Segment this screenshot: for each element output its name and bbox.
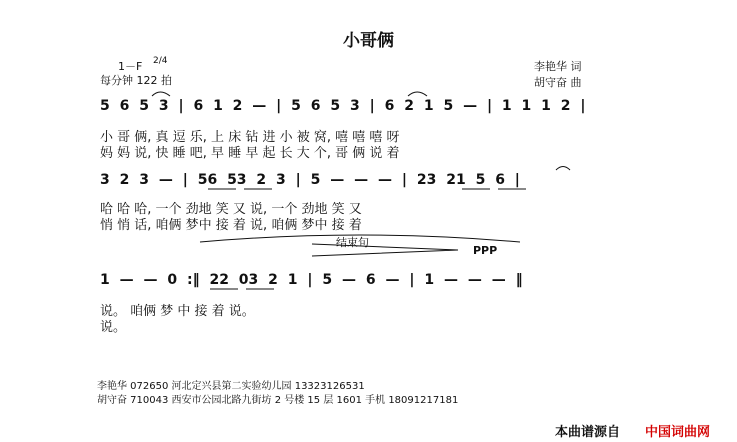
song-title: 小哥俩 xyxy=(343,31,394,51)
source-label: 本曲谱源自 xyxy=(555,425,621,440)
lyrics-system-3-verse-2: 说。 xyxy=(100,320,127,335)
notes-system-2: 3 2 3 — | 56 53 2 3 | 5 — — — | 23 21 5 6 | xyxy=(100,172,520,188)
phrase-arc xyxy=(200,235,520,242)
lyricist-contact: 李艳华 072650 河北定兴县第二实验幼儿园 13323126531 xyxy=(97,381,365,392)
composer-credit: 胡守奋 曲 xyxy=(534,76,582,89)
time-signature: 2/4 xyxy=(153,56,168,66)
notes-system-3: 1 — — 0 :‖ 22 03 2 1 | 5 — 6 — | 1 — — — ‖ xyxy=(100,272,523,288)
tempo-marking: 每分钟 122 拍 xyxy=(100,74,172,87)
source-site-link[interactable]: 中国词曲网 xyxy=(645,425,711,440)
lyrics-system-1-verse-2: 妈 妈 说, 快 睡 吧, 早 睡 早 起 长 大 个, 哥 俩 说 着 xyxy=(100,146,400,161)
ending-phrase-label: 结束句 xyxy=(336,236,369,249)
lyrics-system-2-verse-1: 哈 哈 哈, 一个 劲地 笑 又 说, 一个 劲地 笑 又 xyxy=(100,202,362,217)
lyrics-system-3-verse-1: 说。 咱俩 梦 中 接 着 说。 xyxy=(100,304,255,319)
lyrics-system-2-verse-2: 悄 悄 话, 咱俩 梦中 接 着 说, 咱俩 梦中 接 着 xyxy=(100,218,362,233)
key-signature: 1－F xyxy=(118,60,143,73)
notes-system-1: 5 6 5 3 | 6 1 2 — | 5 6 5 3 | 6 2 1 5 — | 1 1 1 2 | xyxy=(100,98,586,114)
composer-contact: 胡守奋 710043 西安市公园北路九街坊 2 号楼 15 层 1601 手机 18091217181 xyxy=(97,395,459,406)
slur-mark xyxy=(556,167,570,171)
lyricist-credit: 李艳华 词 xyxy=(534,60,582,73)
slur-mark xyxy=(408,92,427,96)
slur-mark xyxy=(152,92,170,96)
decrescendo-hairpin xyxy=(312,244,458,256)
dynamic-marking: PPP xyxy=(473,244,498,257)
lyrics-system-1-verse-1: 小 哥 俩, 真 逗 乐, 上 床 钻 进 小 被 窝, 嘻 嘻 嘻 呀 xyxy=(100,130,400,145)
